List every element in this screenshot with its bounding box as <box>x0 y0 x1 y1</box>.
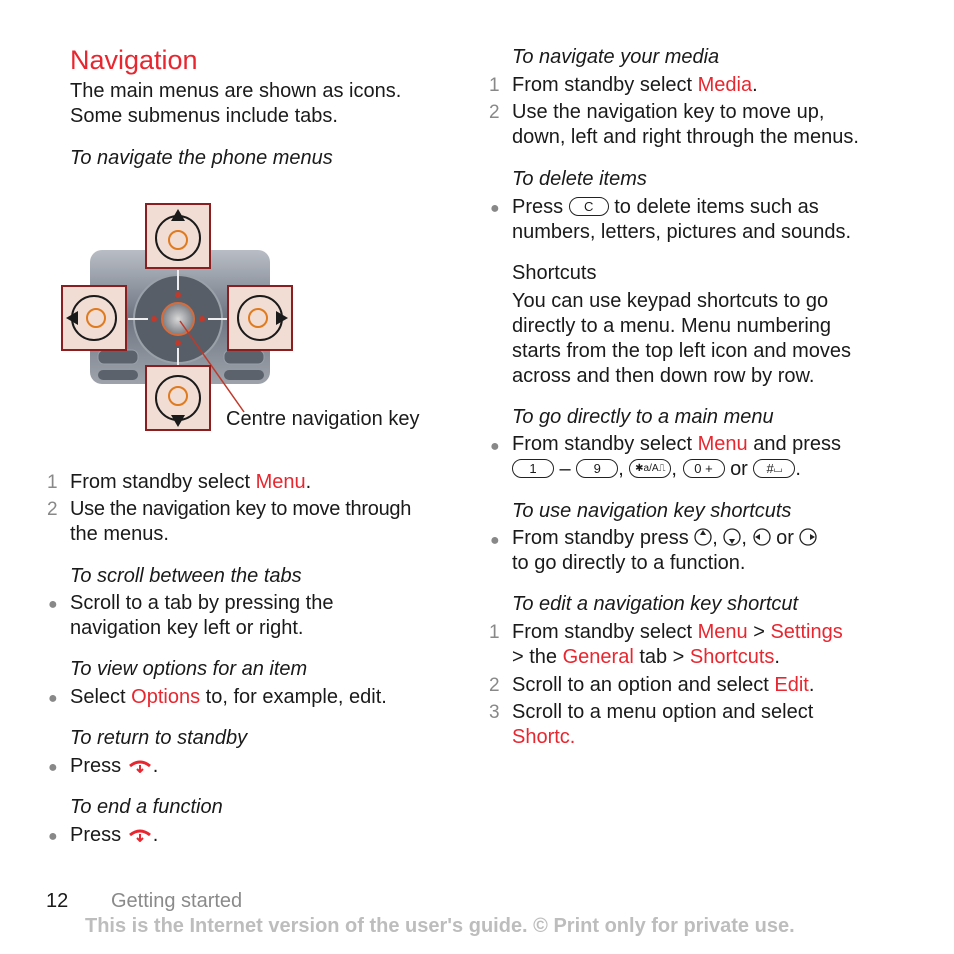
step-2-line-1: Use the navigation key to move through <box>70 498 412 520</box>
edit-step-1-line-2: > the General tab > Shortcuts. <box>512 646 780 668</box>
delete-line-2: numbers, letters, pictures and sounds. <box>512 221 852 243</box>
page-number: 12 <box>46 890 69 912</box>
end-function-text: Press . <box>70 824 159 846</box>
general-tab-link: General <box>562 646 634 668</box>
step-2-line-2: the menus. <box>70 523 169 545</box>
step-1-text: From standby select Menu. <box>70 471 312 493</box>
media-step-2-line-1: Use the navigation key to move up, <box>512 101 825 123</box>
navigation-key-diagram <box>58 200 298 440</box>
scroll-tabs-line-2: navigation key left or right. <box>70 617 304 639</box>
step-number: 2 <box>489 675 500 696</box>
options-link: Options <box>131 686 201 708</box>
edit-step-3-line-1: Scroll to a menu option and select <box>512 701 814 723</box>
section-name: Getting started <box>111 890 243 912</box>
c-key-icon: C <box>569 197 609 216</box>
media-step-1: From standby select Media. <box>512 74 758 96</box>
shortcuts-line-1: You can use keypad shortcuts to go <box>512 290 829 312</box>
nav-left-icon <box>753 528 771 546</box>
intro-line-2: Some submenus include tabs. <box>70 105 338 127</box>
step-number: 1 <box>47 472 58 493</box>
nav-shortcuts-line-1: From standby press , , or <box>512 526 817 551</box>
intro-line-1: The main menus are shown as icons. <box>70 80 402 102</box>
phone-menus-heading: To navigate the phone menus <box>70 147 333 169</box>
scroll-tabs-heading: To scroll between the tabs <box>70 565 302 587</box>
nav-down-key-icon <box>146 366 210 430</box>
step-number: 1 <box>489 622 500 643</box>
main-menu-line-1: From standby select Menu and press <box>512 433 842 455</box>
key-9-icon: 9 <box>576 459 618 478</box>
nav-shortcuts-line-2: to go directly to a function. <box>512 552 746 574</box>
nav-up-icon <box>694 528 712 546</box>
bullet-icon: ● <box>490 532 500 549</box>
step-number: 2 <box>47 499 58 520</box>
nav-down-icon <box>723 528 741 546</box>
bullet-icon: ● <box>48 596 58 613</box>
menu-link: Menu <box>697 621 748 643</box>
delete-line-1: Press C to delete items such as <box>512 196 819 218</box>
menu-link: Menu <box>697 433 748 455</box>
return-standby-heading: To return to standby <box>70 727 248 749</box>
return-standby-text: Press . <box>70 755 159 777</box>
shortcuts-line-4: across and then down row by row. <box>512 365 815 387</box>
key-hash-icon: #⏘ <box>753 459 795 478</box>
menu-link: Menu <box>255 471 306 493</box>
centre-navigation-key-label: Centre navigation key <box>226 408 420 430</box>
shortc-link: Shortc. <box>512 726 576 748</box>
media-heading: To navigate your media <box>512 46 720 68</box>
end-call-key-icon <box>127 757 153 773</box>
media-link: Media <box>697 74 753 96</box>
key-1-icon: 1 <box>512 459 554 478</box>
main-menu-keys: 1 – 9 , ✱a/A⎍ , 0 + or #⏘ . <box>512 457 801 482</box>
bullet-icon: ● <box>48 759 58 776</box>
page-title: Navigation <box>70 45 198 75</box>
key-0-icon: 0 + <box>683 459 725 478</box>
settings-link: Settings <box>770 621 843 643</box>
step-number: 1 <box>489 75 500 96</box>
nav-up-key-icon <box>146 204 210 268</box>
shortcuts-line-2: directly to a menu. Menu numbering <box>512 315 832 337</box>
end-function-heading: To end a function <box>70 796 223 818</box>
shortcuts-link: Shortcuts <box>689 646 775 668</box>
bullet-icon: ● <box>48 828 58 845</box>
step-number: 3 <box>489 702 500 723</box>
nav-right-icon <box>799 528 817 546</box>
nav-right-key-icon <box>228 286 292 350</box>
edit-shortcut-heading: To edit a navigation key shortcut <box>512 593 799 615</box>
copyright-notice: This is the Internet version of the user's guide. © Print only for private use. <box>85 915 795 937</box>
centre-navigation-key-icon <box>162 303 194 335</box>
step-number: 2 <box>489 102 500 123</box>
bullet-icon: ● <box>48 690 58 707</box>
shortcuts-heading: Shortcuts <box>512 262 597 284</box>
edit-step-2: Scroll to an option and select Edit. <box>512 674 815 696</box>
view-options-text: Select Options to, for example, edit. <box>70 686 387 708</box>
view-options-heading: To view options for an item <box>70 658 308 680</box>
delete-heading: To delete items <box>512 168 647 190</box>
end-call-key-icon <box>127 826 153 842</box>
shortcuts-line-3: starts from the top left icon and moves <box>512 340 852 362</box>
main-menu-heading: To go directly to a main menu <box>512 406 774 428</box>
bullet-icon: ● <box>490 200 500 217</box>
nav-left-key-icon <box>62 286 126 350</box>
bullet-icon: ● <box>490 438 500 455</box>
key-star-icon: ✱a/A⎍ <box>629 459 671 478</box>
edit-step-1-line-1: From standby select Menu > Settings <box>512 621 843 643</box>
media-step-2-line-2: down, left and right through the menus. <box>512 126 859 148</box>
scroll-tabs-line-1: Scroll to a tab by pressing the <box>70 592 334 614</box>
edit-link: Edit <box>774 674 809 696</box>
nav-shortcuts-heading: To use navigation key shortcuts <box>512 500 792 522</box>
